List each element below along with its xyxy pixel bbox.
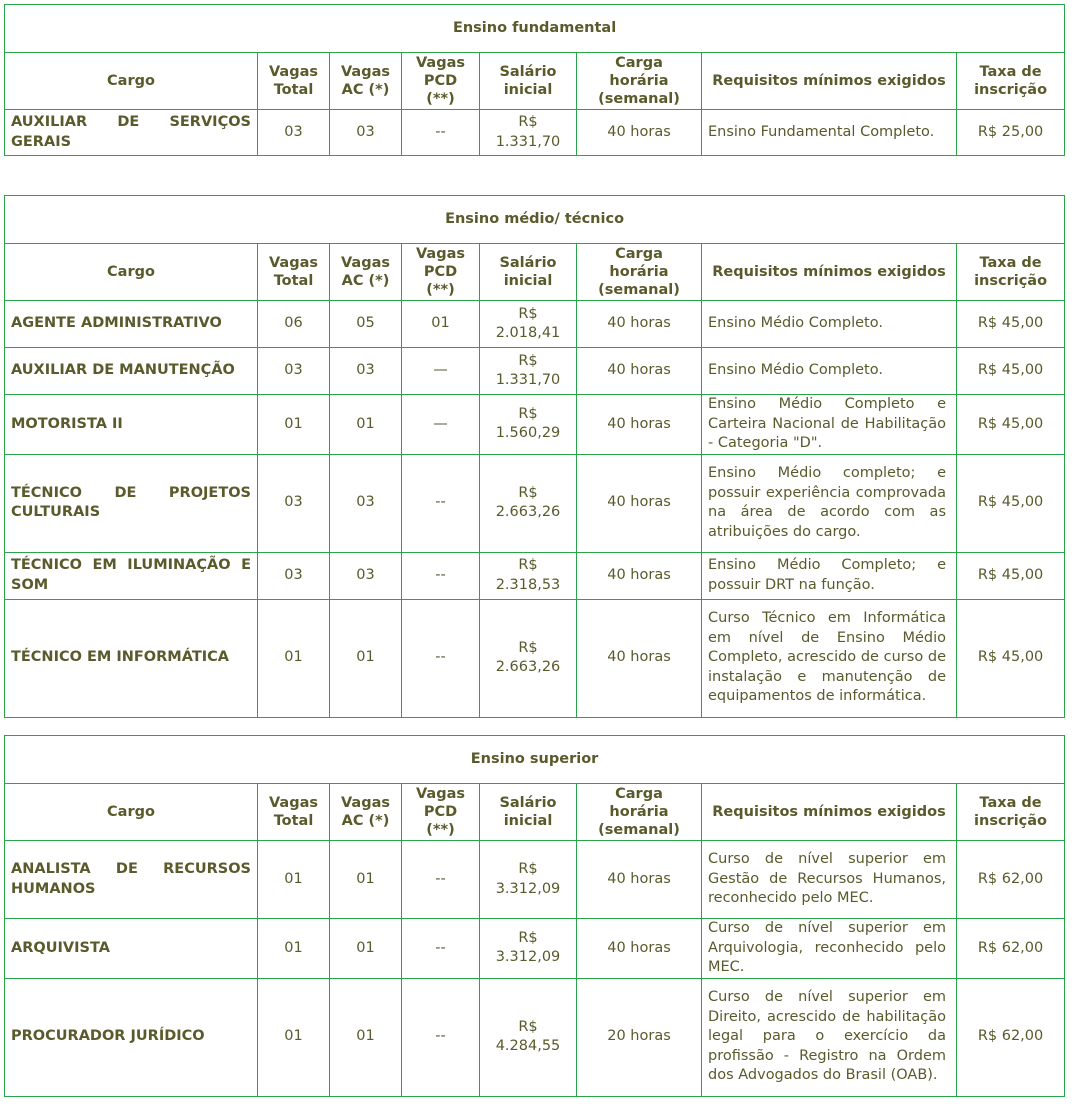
cell-requisitos: Ensino Médio Completo.	[702, 301, 957, 348]
cell-pcd: 01	[402, 301, 480, 348]
header-vagas-pcd	[402, 53, 480, 110]
header-line: (semanal)	[598, 282, 680, 298]
cell-cargo: TÉCNICO EM INFORMÁTICA	[5, 599, 258, 717]
cell-carga: 40 horas	[577, 552, 702, 599]
cell-pcd: --	[402, 978, 480, 1096]
cell-taxa: R$ 62,00	[957, 978, 1065, 1096]
header-line: Total	[273, 813, 314, 829]
cell-salario	[480, 919, 577, 979]
header-taxa	[957, 784, 1065, 841]
header-line: inicial	[503, 82, 553, 98]
cell-requisitos: Ensino Médio Completo e Carteira Nacional de Habilitação - Categoria "D".	[702, 395, 957, 455]
header-line: 2.318,53	[495, 576, 561, 593]
positions-table	[4, 735, 1065, 1097]
cell-carga: 40 horas	[577, 301, 702, 348]
header-vagas-total	[258, 784, 330, 841]
table-row	[5, 841, 1065, 919]
cell-salario	[480, 395, 577, 455]
header-line: 2.018,41	[495, 325, 561, 341]
table-title-row	[5, 196, 1065, 244]
cell-requisitos: Curso de nível superior em Gestão de Recursos Humanos, reconhecido pelo MEC.	[702, 841, 957, 919]
header-vagas-ac	[330, 244, 402, 301]
table-row	[5, 454, 1065, 552]
cell-cargo: AGENTE ADMINISTRATIVO	[5, 301, 258, 348]
table-row	[5, 552, 1065, 599]
cell-carga: 40 horas	[577, 599, 702, 717]
header-carga	[577, 784, 702, 841]
header-line: Carga	[615, 246, 663, 262]
header-line: Carga	[615, 786, 663, 802]
header-carga	[577, 53, 702, 110]
header-line: 3.312,09	[495, 880, 561, 897]
cell-ac: 01	[330, 978, 402, 1096]
cell-pcd: --	[402, 110, 480, 156]
header-carga	[577, 244, 702, 301]
cell-total: 01	[258, 841, 330, 919]
cell-taxa: R$ 45,00	[957, 348, 1065, 395]
header-line: 1.331,70	[495, 372, 561, 388]
header-line: inicial	[503, 273, 553, 289]
header-line: horária	[609, 264, 669, 280]
cell-pcd: --	[402, 552, 480, 599]
cell-cargo: TÉCNICO EM ILUMINAÇÃO E SOM	[5, 552, 258, 599]
cell-requisitos: Curso de nível superior em Arquivologia, reconhecido pelo MEC.	[702, 919, 957, 979]
cell-requisitos: Ensino Médio Completo; e possuir DRT na função.	[702, 552, 957, 599]
table-row	[5, 348, 1065, 395]
header-line: Vagas	[340, 255, 390, 271]
cell-cargo: ANALISTA DE RECURSOS HUMANOS	[5, 841, 258, 919]
table-header-row	[5, 53, 1065, 110]
cell-pcd: --	[402, 599, 480, 717]
cell-ac: 01	[330, 841, 402, 919]
table-row	[5, 395, 1065, 455]
cell-ac: 03	[330, 348, 402, 395]
header-line: (**)	[426, 282, 455, 298]
table-header-row	[5, 784, 1065, 841]
header-requisitos: Requisitos mínimos exigidos	[702, 244, 957, 301]
cell-ac: 01	[330, 599, 402, 717]
cell-salario	[480, 552, 577, 599]
cell-pcd: —	[402, 395, 480, 455]
header-line: Vagas	[268, 64, 318, 80]
cell-total: 03	[258, 348, 330, 395]
cell-cargo: ARQUIVISTA	[5, 919, 258, 979]
header-vagas-ac	[330, 53, 402, 110]
cell-requisitos: Ensino Médio completo; e possuir experiência comprovada na área de acordo com as atribuições do cargo.	[702, 454, 957, 552]
header-salario	[480, 244, 577, 301]
header-line: horária	[609, 804, 669, 820]
cell-cargo: TÉCNICO DE PROJETOS CULTURAIS	[5, 454, 258, 552]
cell-taxa: R$ 45,00	[957, 301, 1065, 348]
header-line: R$	[518, 1018, 538, 1035]
cell-requisitos: Curso Técnico em Informática em nível de Ensino Médio Completo, acrescido de curso de instalação e manutenção de equipamentos de informática.	[702, 599, 957, 717]
header-line: PCD	[423, 804, 458, 820]
cell-carga: 20 horas	[577, 978, 702, 1096]
table-title: Ensino fundamental	[5, 5, 1065, 53]
header-line: Total	[273, 82, 314, 98]
cell-total: 01	[258, 919, 330, 979]
cell-salario	[480, 348, 577, 395]
table-row	[5, 978, 1065, 1096]
cell-carga: 40 horas	[577, 454, 702, 552]
header-line: Taxa de	[979, 255, 1042, 271]
header-line: horária	[609, 73, 669, 89]
header-line: AC (*)	[341, 273, 390, 289]
cell-total: 01	[258, 599, 330, 717]
table-header-row	[5, 244, 1065, 301]
cell-cargo: AUXILIAR DE SERVIÇOS GERAIS	[5, 110, 258, 156]
header-line: R$	[518, 405, 538, 422]
cell-salario	[480, 599, 577, 717]
header-vagas-ac	[330, 784, 402, 841]
cell-taxa: R$ 45,00	[957, 552, 1065, 599]
header-salario	[480, 784, 577, 841]
cell-carga: 40 horas	[577, 395, 702, 455]
table-title: Ensino superior	[5, 736, 1065, 784]
table-title: Ensino médio/ técnico	[5, 196, 1065, 244]
header-vagas-total	[258, 244, 330, 301]
table-row	[5, 599, 1065, 717]
cell-salario	[480, 978, 577, 1096]
header-line: PCD	[423, 264, 458, 280]
cell-pcd: --	[402, 841, 480, 919]
positions-table	[4, 195, 1065, 718]
header-line: 2.663,26	[495, 504, 561, 520]
header-line: Vagas	[415, 55, 465, 71]
cell-taxa: R$ 45,00	[957, 599, 1065, 717]
cell-requisitos: Ensino Fundamental Completo.	[702, 110, 957, 156]
cell-total: 03	[258, 454, 330, 552]
header-line: inicial	[503, 813, 553, 829]
cell-carga: 40 horas	[577, 110, 702, 156]
cell-ac: 05	[330, 301, 402, 348]
cell-salario	[480, 841, 577, 919]
cell-salario	[480, 110, 577, 156]
cell-cargo: PROCURADOR JURÍDICO	[5, 978, 258, 1096]
positions-table	[4, 4, 1065, 156]
header-line: PCD	[423, 73, 458, 89]
cell-total: 03	[258, 552, 330, 599]
table-title-row	[5, 736, 1065, 784]
cell-taxa: R$ 45,00	[957, 454, 1065, 552]
cell-carga: 40 horas	[577, 919, 702, 979]
cell-cargo: AUXILIAR DE MANUTENÇÃO	[5, 348, 258, 395]
cell-ac: 03	[330, 552, 402, 599]
header-cargo: Cargo	[5, 244, 258, 301]
header-line: Vagas	[268, 795, 318, 811]
cell-total: 06	[258, 301, 330, 348]
header-line: 3.312,09	[495, 949, 561, 966]
header-requisitos: Requisitos mínimos exigidos	[702, 53, 957, 110]
header-line: Salário	[499, 64, 557, 80]
header-line: Vagas	[415, 246, 465, 262]
cell-taxa: R$ 62,00	[957, 841, 1065, 919]
cell-requisitos: Ensino Médio Completo.	[702, 348, 957, 395]
table-row	[5, 110, 1065, 156]
cell-total: 01	[258, 978, 330, 1096]
cell-carga: 40 horas	[577, 841, 702, 919]
header-line: inscrição	[974, 82, 1048, 98]
header-line: 2.663,26	[495, 659, 561, 675]
header-taxa	[957, 244, 1065, 301]
table-title-row	[5, 5, 1065, 53]
header-line: R$	[518, 639, 538, 656]
header-line: 4.284,55	[495, 1038, 561, 1054]
header-cargo: Cargo	[5, 53, 258, 110]
header-line: inscrição	[974, 813, 1048, 829]
cell-taxa: R$ 62,00	[957, 919, 1065, 979]
cell-requisitos: Curso de nível superior em Direito, acrescido de habilitação legal para o exercício da profissão - Registro na Ordem dos Advogados do Brasil (OAB).	[702, 978, 957, 1096]
header-line: AC (*)	[341, 82, 390, 98]
header-line: Taxa de	[979, 64, 1042, 80]
header-line: Carga	[615, 55, 663, 71]
header-line: Taxa de	[979, 795, 1042, 811]
header-line: R$	[518, 929, 538, 946]
header-line: Vagas	[340, 64, 390, 80]
header-cargo: Cargo	[5, 784, 258, 841]
header-line: (**)	[426, 91, 455, 107]
table-row	[5, 919, 1065, 979]
header-line: R$	[518, 114, 538, 130]
cell-ac: 03	[330, 110, 402, 156]
cell-total: 03	[258, 110, 330, 156]
header-line: 1.331,70	[495, 133, 561, 150]
header-vagas-pcd	[402, 784, 480, 841]
header-line: Vagas	[268, 255, 318, 271]
header-taxa	[957, 53, 1065, 110]
cell-cargo: MOTORISTA II	[5, 395, 258, 455]
cell-pcd: --	[402, 454, 480, 552]
header-requisitos: Requisitos mínimos exigidos	[702, 784, 957, 841]
cell-salario	[480, 301, 577, 348]
header-line: Salário	[499, 795, 557, 811]
header-vagas-pcd	[402, 244, 480, 301]
header-line: inscrição	[974, 273, 1048, 289]
cell-ac: 01	[330, 919, 402, 979]
header-line: R$	[518, 861, 538, 877]
cell-pcd: —	[402, 348, 480, 395]
cell-total: 01	[258, 395, 330, 455]
header-line: (**)	[426, 822, 455, 838]
header-line: (semanal)	[598, 822, 680, 838]
header-line: 1.560,29	[495, 425, 561, 442]
header-line: (semanal)	[598, 91, 680, 107]
cell-ac: 01	[330, 395, 402, 455]
cell-carga: 40 horas	[577, 348, 702, 395]
cell-taxa: R$ 25,00	[957, 110, 1065, 156]
header-vagas-total	[258, 53, 330, 110]
header-salario	[480, 53, 577, 110]
header-line: AC (*)	[341, 813, 390, 829]
table-row	[5, 301, 1065, 348]
header-line: R$	[518, 557, 538, 573]
cell-ac: 03	[330, 454, 402, 552]
header-line: R$	[518, 352, 538, 369]
header-line: Vagas	[340, 795, 390, 811]
header-line: Salário	[499, 255, 557, 271]
header-line: R$	[518, 484, 538, 501]
cell-salario	[480, 454, 577, 552]
header-line: Total	[273, 273, 314, 289]
header-line: Vagas	[415, 786, 465, 802]
cell-pcd: --	[402, 919, 480, 979]
cell-taxa: R$ 45,00	[957, 395, 1065, 455]
header-line: R$	[518, 305, 538, 322]
